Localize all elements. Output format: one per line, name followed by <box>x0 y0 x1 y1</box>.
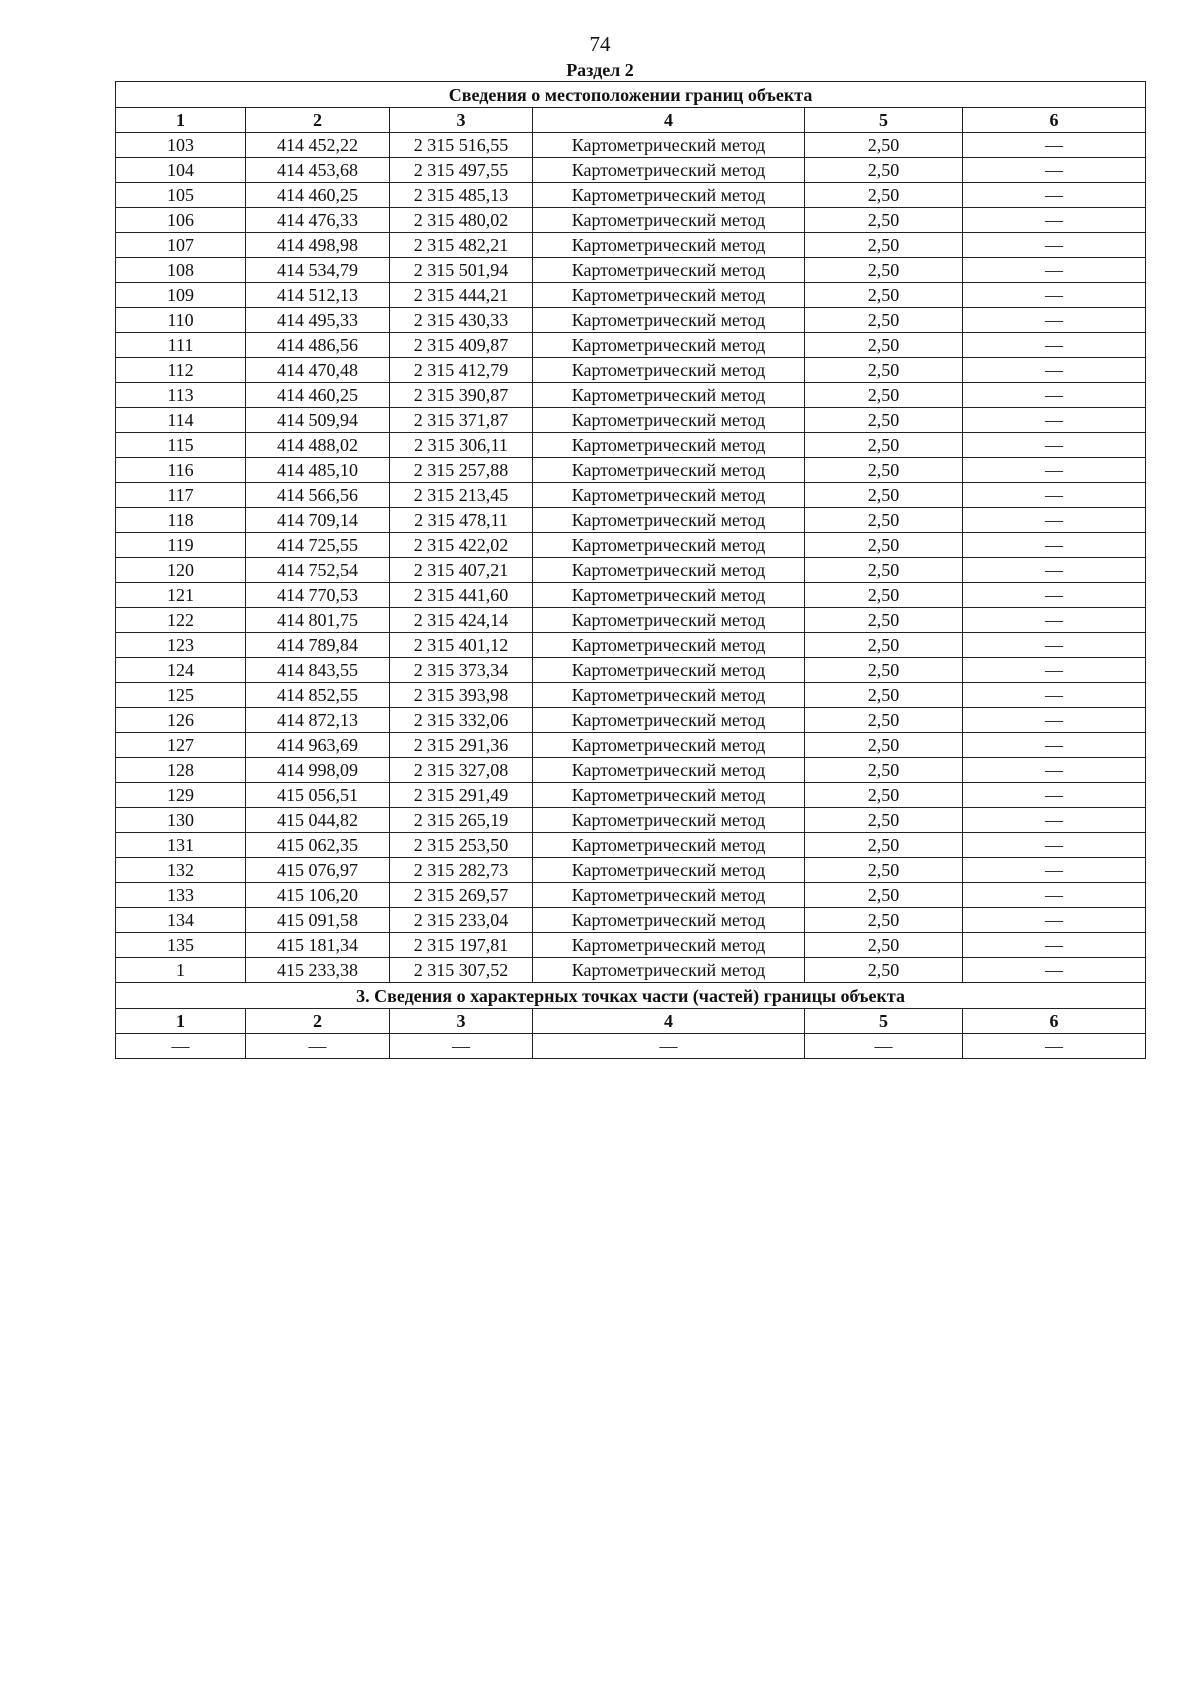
table-row-cell: 414 852,55 <box>246 683 390 708</box>
table-row-cell: — <box>963 533 1146 558</box>
table-row <box>116 833 1146 858</box>
table-row-cell: 2 315 257,88 <box>390 458 533 483</box>
table-row <box>116 308 1146 333</box>
table-row <box>116 883 1146 908</box>
table-row-cell: Картометрический метод <box>533 208 805 233</box>
table-row-cell: 2,50 <box>805 933 963 958</box>
boundary-table-body <box>116 82 1146 1059</box>
table-row-cell: 2 315 407,21 <box>390 558 533 583</box>
table-row-cell: — <box>963 133 1146 158</box>
table-row-cell: 415 181,34 <box>246 933 390 958</box>
table-row-cell: 414 495,33 <box>246 308 390 333</box>
table-row-cell: Картометрический метод <box>533 733 805 758</box>
table-row-cell: Картометрический метод <box>533 483 805 508</box>
table-row-cell: 2,50 <box>805 408 963 433</box>
table-row-cell: 2,50 <box>805 583 963 608</box>
table-row-cell: 2 315 501,94 <box>390 258 533 283</box>
part-table-row-cell: — <box>116 1034 246 1059</box>
table-row-cell: 2,50 <box>805 458 963 483</box>
table-row-cell: 131 <box>116 833 246 858</box>
table-row-cell: 114 <box>116 408 246 433</box>
table-row-cell: 414 789,84 <box>246 633 390 658</box>
table-row-cell: 2 315 371,87 <box>390 408 533 433</box>
table-row-cell: — <box>963 658 1146 683</box>
table-row-cell: 2 315 478,11 <box>390 508 533 533</box>
table-row-cell: 2,50 <box>805 308 963 333</box>
table-row-cell: Картометрический метод <box>533 508 805 533</box>
column-number-cell: 1 <box>116 108 246 133</box>
table-row-cell: — <box>963 758 1146 783</box>
table-row-cell: 2,50 <box>805 758 963 783</box>
table-row-cell: 2,50 <box>805 283 963 308</box>
table-row-cell: 414 460,25 <box>246 183 390 208</box>
table-row <box>116 908 1146 933</box>
table-caption-row <box>116 82 1146 108</box>
table-row-cell: 105 <box>116 183 246 208</box>
table-row <box>116 783 1146 808</box>
table-row-cell: 116 <box>116 458 246 483</box>
table-row-cell: 2,50 <box>805 233 963 258</box>
table-row <box>116 133 1146 158</box>
table-row-cell: Картометрический метод <box>533 883 805 908</box>
table-row-cell: — <box>963 208 1146 233</box>
page-number: 74 <box>589 32 611 56</box>
table-row-cell: — <box>963 433 1146 458</box>
table-row-cell: — <box>963 483 1146 508</box>
table-row-cell: Картометрический метод <box>533 933 805 958</box>
table-row-cell: 415 044,82 <box>246 808 390 833</box>
table-row <box>116 258 1146 283</box>
table-row-cell: Картометрический метод <box>533 308 805 333</box>
table-row-cell: Картометрический метод <box>533 358 805 383</box>
table-row <box>116 408 1146 433</box>
table-row-cell: Картометрический метод <box>533 958 805 983</box>
table-row-cell: — <box>963 508 1146 533</box>
table-row-cell: Картометрический метод <box>533 383 805 408</box>
table-row-cell: 414 843,55 <box>246 658 390 683</box>
table-row-cell: 2 315 393,98 <box>390 683 533 708</box>
table-row-cell: Картометрический метод <box>533 258 805 283</box>
table-row <box>116 283 1146 308</box>
table-row-cell: 414 512,13 <box>246 283 390 308</box>
table-row-cell: 2 315 516,55 <box>390 133 533 158</box>
table-row-cell: — <box>963 258 1146 283</box>
table-row-cell: 414 453,68 <box>246 158 390 183</box>
table-row-cell: 106 <box>116 208 246 233</box>
table-row-cell: 126 <box>116 708 246 733</box>
table-row-cell: — <box>963 958 1146 983</box>
table-row-cell: 130 <box>116 808 246 833</box>
table-row-cell: 2 315 197,81 <box>390 933 533 958</box>
table-row-cell: 2,50 <box>805 358 963 383</box>
table-row-cell: 414 566,56 <box>246 483 390 508</box>
table-row-cell: — <box>963 358 1146 383</box>
table-row-cell: Картометрический метод <box>533 433 805 458</box>
table-row-cell: Картометрический метод <box>533 758 805 783</box>
part-column-number-row <box>116 1009 1146 1034</box>
table-row-cell: — <box>963 558 1146 583</box>
table-row-cell: 2 315 291,49 <box>390 783 533 808</box>
part-column-number-row-cell: 3 <box>390 1009 533 1034</box>
table-row-cell: 2,50 <box>805 658 963 683</box>
table-row-cell: 2,50 <box>805 133 963 158</box>
table-row-cell: — <box>963 908 1146 933</box>
table-row-cell: Картометрический метод <box>533 158 805 183</box>
table-row-cell: 2,50 <box>805 208 963 233</box>
table-row <box>116 583 1146 608</box>
table-row-cell: 414 470,48 <box>246 358 390 383</box>
table-row-cell: — <box>963 383 1146 408</box>
table-row-cell: 121 <box>116 583 246 608</box>
table-row-cell: 2 315 401,12 <box>390 633 533 658</box>
section-title: Раздел 2 <box>566 60 634 80</box>
table-row-cell: 109 <box>116 283 246 308</box>
table-row-cell: 2,50 <box>805 958 963 983</box>
table-row <box>116 383 1146 408</box>
table-row-cell: Картометрический метод <box>533 783 805 808</box>
table-row <box>116 808 1146 833</box>
table-row-cell: 2 315 497,55 <box>390 158 533 183</box>
part-column-number-row-cell: 4 <box>533 1009 805 1034</box>
table-row-cell: 2,50 <box>805 508 963 533</box>
table-row-cell: Картометрический метод <box>533 583 805 608</box>
part-table-row-cell: — <box>246 1034 390 1059</box>
column-number-row <box>116 108 1146 133</box>
table-row <box>116 733 1146 758</box>
table-row-cell: Картометрический метод <box>533 633 805 658</box>
table-row-cell: 129 <box>116 783 246 808</box>
column-number-cell: 5 <box>805 108 963 133</box>
table-row <box>116 933 1146 958</box>
table-row <box>116 683 1146 708</box>
table-row-cell: 2,50 <box>805 183 963 208</box>
table-row-cell: Картометрический метод <box>533 133 805 158</box>
table-row-cell: 119 <box>116 533 246 558</box>
table-row-cell: — <box>963 683 1146 708</box>
table-row-cell: Картометрический метод <box>533 458 805 483</box>
table-row <box>116 858 1146 883</box>
table-row <box>116 708 1146 733</box>
table-row-cell: 110 <box>116 308 246 333</box>
table-row-cell: 113 <box>116 383 246 408</box>
part-column-number-row-cell: 2 <box>246 1009 390 1034</box>
table-row-cell: 2,50 <box>805 558 963 583</box>
table-row-cell: — <box>963 333 1146 358</box>
table-row-cell: 103 <box>116 133 246 158</box>
table-row-cell: 414 801,75 <box>246 608 390 633</box>
table-row-cell: Картометрический метод <box>533 183 805 208</box>
table-row-cell: 124 <box>116 658 246 683</box>
table-row-cell: 123 <box>116 633 246 658</box>
table-row-cell: 2 315 306,11 <box>390 433 533 458</box>
table-row-cell: — <box>963 233 1146 258</box>
table-row-cell: 414 486,56 <box>246 333 390 358</box>
table-row-cell: 414 770,53 <box>246 583 390 608</box>
table-row-cell: 2,50 <box>805 333 963 358</box>
table-row-cell: 414 452,22 <box>246 133 390 158</box>
table-row-cell: 2 315 444,21 <box>390 283 533 308</box>
part-table-row-cell: — <box>963 1034 1146 1059</box>
part-column-number-row-cell: 6 <box>963 1009 1146 1034</box>
table-row-cell: 2 315 485,13 <box>390 183 533 208</box>
table-row-cell: 2,50 <box>805 858 963 883</box>
table-row-cell: 107 <box>116 233 246 258</box>
table-row-cell: — <box>963 183 1146 208</box>
boundary-table <box>115 81 1146 1059</box>
table-row-cell: 2 315 430,33 <box>390 308 533 333</box>
table-row-cell: 414 498,98 <box>246 233 390 258</box>
table-row-cell: Картометрический метод <box>533 908 805 933</box>
table-row-cell: 2,50 <box>805 783 963 808</box>
table-row-cell: 2,50 <box>805 158 963 183</box>
part-column-number-row-cell: 5 <box>805 1009 963 1034</box>
table-row-cell: 415 062,35 <box>246 833 390 858</box>
part-table-caption-row <box>116 983 1146 1009</box>
table-row <box>116 533 1146 558</box>
table-row <box>116 508 1146 533</box>
table-row-cell: 414 752,54 <box>246 558 390 583</box>
table-row <box>116 433 1146 458</box>
table-row-cell: 2 315 282,73 <box>390 858 533 883</box>
table-row-cell: — <box>963 283 1146 308</box>
table-row-cell: 414 872,13 <box>246 708 390 733</box>
table-row-cell: — <box>963 458 1146 483</box>
table-row-cell: 2 315 441,60 <box>390 583 533 608</box>
table-row-cell: 2 315 213,45 <box>390 483 533 508</box>
table-row-cell: 128 <box>116 758 246 783</box>
table-row-cell: 2 315 480,02 <box>390 208 533 233</box>
table-row-cell: 2,50 <box>805 908 963 933</box>
table-row-cell: 415 076,97 <box>246 858 390 883</box>
table-row-cell: 2,50 <box>805 633 963 658</box>
table-caption: Сведения о местоположении границ объекта <box>116 82 1146 108</box>
table-row-cell: — <box>963 633 1146 658</box>
table-row-cell: 414 963,69 <box>246 733 390 758</box>
table-row-cell: 132 <box>116 858 246 883</box>
table-row-cell: 2 315 373,34 <box>390 658 533 683</box>
table-row <box>116 608 1146 633</box>
table-row-cell: 1 <box>116 958 246 983</box>
table-row-cell: 414 460,25 <box>246 383 390 408</box>
table-row-cell: 127 <box>116 733 246 758</box>
table-row-cell: 2 315 422,02 <box>390 533 533 558</box>
table-row-cell: Картометрический метод <box>533 233 805 258</box>
table-row-cell: 104 <box>116 158 246 183</box>
table-row <box>116 558 1146 583</box>
table-row-cell: 125 <box>116 683 246 708</box>
table-row <box>116 333 1146 358</box>
table-row-cell: — <box>963 833 1146 858</box>
table-row-cell: Картометрический метод <box>533 408 805 433</box>
table-row-cell: Картометрический метод <box>533 858 805 883</box>
table-row-cell: 2 315 291,36 <box>390 733 533 758</box>
part-table-row <box>116 1034 1146 1059</box>
table-row <box>116 633 1146 658</box>
table-row-cell: — <box>963 883 1146 908</box>
table-row-cell: 415 091,58 <box>246 908 390 933</box>
table-row-cell: 2 315 233,04 <box>390 908 533 933</box>
part-table-row-cell: — <box>533 1034 805 1059</box>
table-row-cell: 414 709,14 <box>246 508 390 533</box>
column-number-cell: 2 <box>246 108 390 133</box>
table-row-cell: 415 056,51 <box>246 783 390 808</box>
table-row-cell: 111 <box>116 333 246 358</box>
column-number-cell: 4 <box>533 108 805 133</box>
table-row-cell: 2 315 409,87 <box>390 333 533 358</box>
table-row-cell: 2,50 <box>805 708 963 733</box>
table-row-cell: 414 488,02 <box>246 433 390 458</box>
table-row-cell: 2,50 <box>805 683 963 708</box>
table-row <box>116 233 1146 258</box>
table-row-cell: 134 <box>116 908 246 933</box>
table-row <box>116 358 1146 383</box>
table-row-cell: Картометрический метод <box>533 283 805 308</box>
table-row-cell: — <box>963 733 1146 758</box>
table-row-cell: 2,50 <box>805 533 963 558</box>
table-row-cell: 2 315 390,87 <box>390 383 533 408</box>
table-row-cell: Картометрический метод <box>533 608 805 633</box>
table-row-cell: 2 315 332,06 <box>390 708 533 733</box>
table-row-cell: 2 315 265,19 <box>390 808 533 833</box>
table-row-cell: 2,50 <box>805 733 963 758</box>
table-row-cell: 135 <box>116 933 246 958</box>
column-number-cell: 6 <box>963 108 1146 133</box>
table-row-cell: — <box>963 583 1146 608</box>
table-row-cell: Картометрический метод <box>533 558 805 583</box>
table-row-cell: 120 <box>116 558 246 583</box>
table-row-cell: 2,50 <box>805 833 963 858</box>
table-row-cell: 2 315 327,08 <box>390 758 533 783</box>
table-row <box>116 183 1146 208</box>
table-row-cell: 2 315 424,14 <box>390 608 533 633</box>
table-row-cell: 2,50 <box>805 433 963 458</box>
table-row-cell: 2 315 482,21 <box>390 233 533 258</box>
table-row <box>116 483 1146 508</box>
table-row-cell: 112 <box>116 358 246 383</box>
table-row-cell: 115 <box>116 433 246 458</box>
table-row-cell: — <box>963 783 1146 808</box>
table-row-cell: 133 <box>116 883 246 908</box>
table-row-cell: Картометрический метод <box>533 808 805 833</box>
part-table-row-cell: — <box>390 1034 533 1059</box>
table-row-cell: — <box>963 933 1146 958</box>
table-row-cell: 415 106,20 <box>246 883 390 908</box>
table-row-cell: 2,50 <box>805 808 963 833</box>
table-row-cell: 2 315 307,52 <box>390 958 533 983</box>
table-row-cell: 2,50 <box>805 383 963 408</box>
table-row <box>116 958 1146 983</box>
table-row-cell: Картометрический метод <box>533 833 805 858</box>
table-row-cell: 414 998,09 <box>246 758 390 783</box>
table-row-cell: 108 <box>116 258 246 283</box>
table-row-cell: 414 509,94 <box>246 408 390 433</box>
table-row-cell: 2,50 <box>805 883 963 908</box>
table-row-cell: 2 315 412,79 <box>390 358 533 383</box>
table-row-cell: 118 <box>116 508 246 533</box>
table-row-cell: Картометрический метод <box>533 333 805 358</box>
table-row-cell: 2 315 269,57 <box>390 883 533 908</box>
table-row-cell: 122 <box>116 608 246 633</box>
table-row-cell: 415 233,38 <box>246 958 390 983</box>
table-row-cell: 414 485,10 <box>246 458 390 483</box>
table-row-cell: 117 <box>116 483 246 508</box>
table-row <box>116 158 1146 183</box>
table-row-cell: — <box>963 608 1146 633</box>
table-row-cell: 2 315 253,50 <box>390 833 533 858</box>
part-table-row-cell: — <box>805 1034 963 1059</box>
table-row <box>116 208 1146 233</box>
table-row-cell: 414 476,33 <box>246 208 390 233</box>
table-row-cell: 414 725,55 <box>246 533 390 558</box>
column-number-cell: 3 <box>390 108 533 133</box>
table-row-cell: 414 534,79 <box>246 258 390 283</box>
part-table-caption: 3. Сведения о характерных точках части (частей) границы объекта <box>116 983 1146 1009</box>
table-row-cell: 2,50 <box>805 258 963 283</box>
table-row-cell: 2,50 <box>805 483 963 508</box>
table-row-cell: — <box>963 308 1146 333</box>
table-row-cell: Картометрический метод <box>533 708 805 733</box>
table-row-cell: — <box>963 858 1146 883</box>
table-row-cell: — <box>963 408 1146 433</box>
table-row <box>116 758 1146 783</box>
table-row <box>116 458 1146 483</box>
table-row <box>116 658 1146 683</box>
table-row-cell: Картометрический метод <box>533 683 805 708</box>
table-row-cell: Картометрический метод <box>533 533 805 558</box>
table-row-cell: — <box>963 158 1146 183</box>
table-row-cell: 2,50 <box>805 608 963 633</box>
part-column-number-row-cell: 1 <box>116 1009 246 1034</box>
table-row-cell: — <box>963 708 1146 733</box>
table-row-cell: — <box>963 808 1146 833</box>
table-row-cell: Картометрический метод <box>533 658 805 683</box>
